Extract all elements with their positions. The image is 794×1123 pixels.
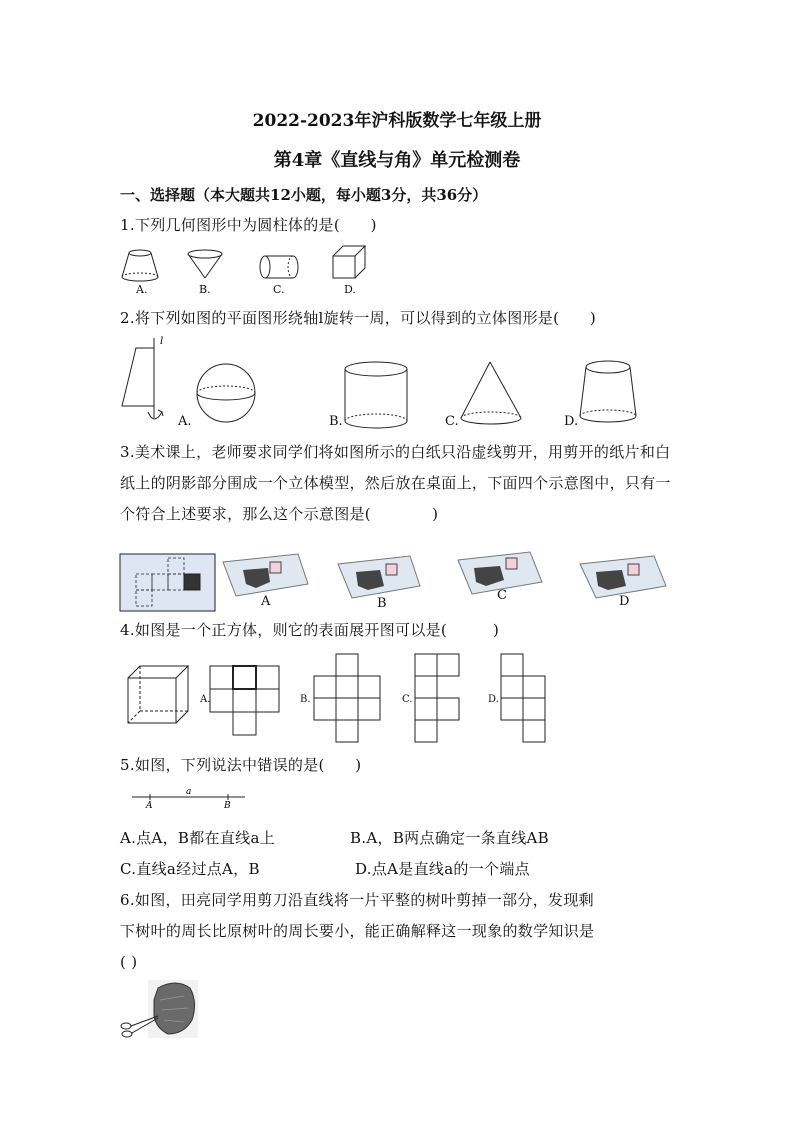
q1-option-c: C. bbox=[273, 283, 285, 296]
question-3-line-3: 个符合上述要求，那么这个示意图是( ) bbox=[120, 505, 439, 523]
q5-choice-c: C.直线a经过点A，B bbox=[120, 860, 260, 878]
q2-option-d: D. bbox=[564, 414, 579, 429]
question-4-text: 4.如图是一个正方体，则它的表面展开图可以是( ) bbox=[120, 621, 500, 639]
q1-option-a: A. bbox=[136, 283, 148, 296]
cylinder-shape bbox=[345, 362, 407, 428]
table-view-b bbox=[338, 556, 420, 598]
q5-choice-d: D.点A是直线a的一个端点 bbox=[355, 860, 530, 878]
question-6-line-3: ( ) bbox=[120, 953, 138, 971]
axis-label: l bbox=[160, 336, 164, 347]
cylinder-shape bbox=[260, 256, 298, 278]
q5-choice-a: A.点A，B都在直线a上 bbox=[120, 829, 275, 847]
net-a bbox=[210, 666, 279, 735]
q3-option-b: B bbox=[377, 596, 387, 611]
cube-shape bbox=[333, 246, 365, 278]
point-label-a: A bbox=[146, 801, 153, 811]
q2-option-c: C. bbox=[445, 414, 459, 429]
sphere-shape bbox=[197, 364, 255, 422]
trapezoid-with-axis bbox=[122, 338, 163, 419]
q5-choice-b: B.A，B两点确定一条直线AB bbox=[350, 829, 550, 847]
q3-option-d: D bbox=[619, 594, 630, 609]
q3-figure bbox=[118, 540, 678, 615]
question-2-text: 2.将下列如图的平面图形绕轴l旋转一周，可以得到的立体图形是( ) bbox=[120, 309, 597, 327]
net-d bbox=[501, 654, 545, 742]
worksheet-title: 2022-2023年沪科版数学七年级上册 bbox=[252, 111, 542, 131]
table-view-d bbox=[580, 556, 666, 598]
q4-option-b: B. bbox=[300, 694, 311, 705]
section-heading: 一、选择题（本大题共12小题，每小题3分，共36分） bbox=[120, 186, 488, 204]
leaf-scissors-figure bbox=[118, 980, 200, 1042]
q4-option-c: C. bbox=[402, 694, 413, 705]
frustum-shape bbox=[122, 250, 158, 281]
q2-option-a: A. bbox=[178, 414, 192, 429]
table-view-a bbox=[223, 554, 308, 596]
line-label-a: a bbox=[186, 787, 192, 797]
q1-option-d: D. bbox=[344, 283, 356, 296]
question-3-line-2: 纸上的阴影部分围成一个立体模型，然后放在桌面上，下面四个示意图中，只有一 bbox=[120, 474, 671, 492]
chapter-title: 第4章《直线与角》单元检测卷 bbox=[273, 150, 521, 171]
q1-option-b: B. bbox=[199, 283, 211, 296]
point-label-b: B bbox=[224, 801, 231, 811]
cube-drawing bbox=[128, 666, 188, 723]
question-5-text: 5.如图，下列说法中错误的是( ) bbox=[120, 756, 362, 774]
q4-option-d: D. bbox=[488, 694, 499, 705]
q2-option-b: B. bbox=[329, 414, 343, 429]
paper-net-diagram bbox=[120, 554, 215, 611]
question-6-line-1: 6.如图，田亮同学用剪刀沿直线将一片平整的树叶剪掉一部分，发现剩 bbox=[120, 891, 594, 909]
q3-option-a: A bbox=[261, 594, 271, 609]
cone-shape bbox=[461, 362, 521, 424]
question-3-line-1: 3.美术课上，老师要求同学们将如图所示的白纸只沿虚线剪开，用剪开的纸片和白 bbox=[120, 443, 671, 461]
frustum-shape bbox=[580, 361, 636, 422]
net-c bbox=[415, 654, 459, 742]
question-6-line-2: 下树叶的周长比原树叶的周长要小，能正确解释这一现象的数学知识是 bbox=[120, 922, 595, 940]
q3-option-c: C bbox=[497, 588, 507, 603]
net-b bbox=[314, 654, 380, 742]
q4-option-a: A. bbox=[200, 694, 211, 705]
question-1-text: 1.下列几何图形中为圆柱体的是( ) bbox=[120, 216, 377, 234]
line-a-figure bbox=[130, 786, 250, 810]
inverted-cone-shape bbox=[188, 250, 222, 278]
